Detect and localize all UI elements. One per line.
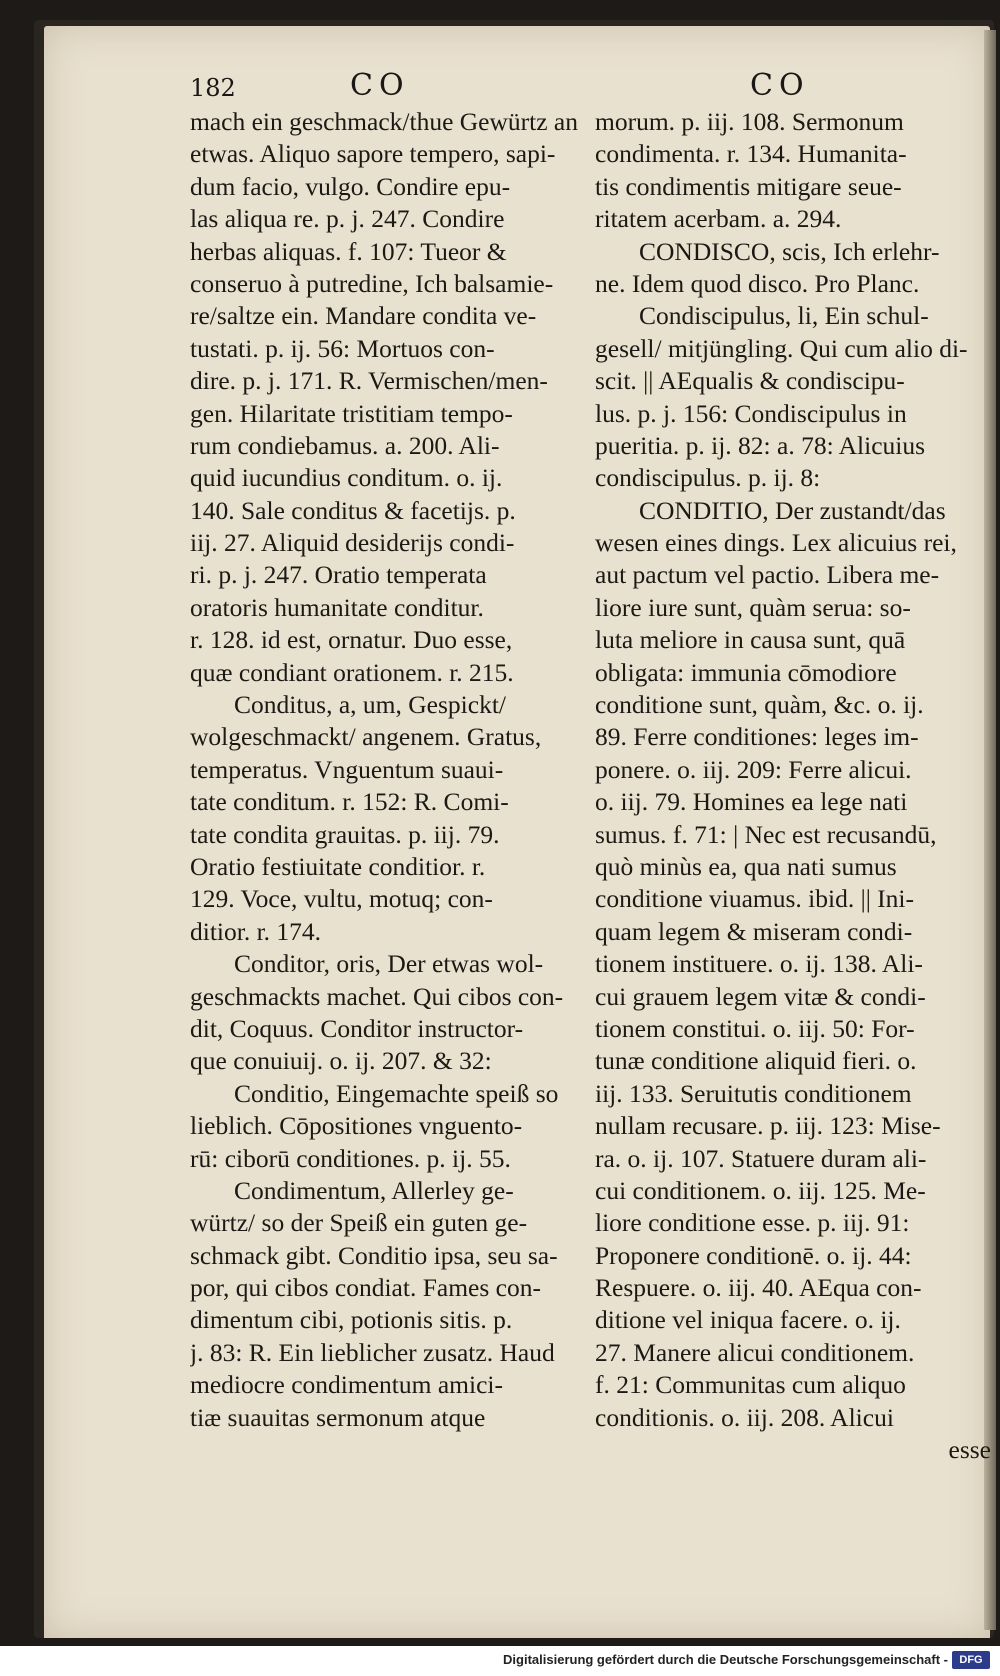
- text-line: dire. p. j. 171. R. Vermischen/men-: [190, 366, 548, 396]
- text-line: wolgeschmackt/ angenem. Gratus,: [190, 722, 542, 752]
- page-number: 182: [190, 74, 236, 102]
- text-line: condiscipulus. p. ij. 8:: [595, 463, 821, 493]
- text-line: dimentum cibi, potionis sitis. p.: [190, 1305, 513, 1335]
- text-line: temperatus. Vnguentum suaui-: [190, 754, 504, 784]
- text-line: 89. Ferre conditiones: leges im-: [595, 722, 919, 752]
- text-line: mach ein geschmack/thue Gewürtz an: [190, 107, 579, 136]
- funding-credit: Digitalisierung gefördert durch die Deutsche Forschungsgemeinschaft -: [503, 1652, 948, 1667]
- text-line: rū: ciborū conditiones. p. ij. 55.: [190, 1143, 511, 1173]
- text-line: tate conditum. r. 152: R. Comi-: [190, 787, 509, 817]
- text-line: iij. 27. Aliquid desiderijs condi-: [190, 528, 515, 558]
- text-line: conditione sunt, quàm, &c. o. ij.: [595, 690, 924, 720]
- text-line: quam legem & miseram condi-: [595, 916, 913, 946]
- text-line: quid iucundius conditum. o. ij.: [190, 463, 503, 493]
- text-line: tate condita grauitas. p. iij. 79.: [190, 819, 500, 849]
- text-line: tustati. p. ij. 56: Mortuos con-: [190, 333, 495, 363]
- text-line: re/saltze ein. Mandare condita ve-: [190, 301, 537, 331]
- text-line: gesell/ mitjüngling. Qui cum alio di-: [595, 333, 968, 363]
- text-line: oratoris humanitate conditur.: [190, 592, 484, 622]
- text-line: conditione viuamus. ibid. || Ini-: [595, 884, 914, 914]
- text-line: r. 128. id est, ornatur. Duo esse,: [190, 625, 513, 655]
- text-line: dum facio, vulgo. Condire epu-: [190, 171, 511, 201]
- text-line: 27. Manere alicui conditionem.: [595, 1337, 915, 1367]
- text-line: tionem instituere. o. ij. 138. Ali-: [595, 949, 923, 979]
- text-line: Conditus, a, um, Gespickt/: [234, 690, 506, 720]
- text-line: luta meliore in causa sunt, quā: [595, 625, 906, 655]
- text-line: scit. || AEqualis & condiscipu-: [595, 366, 905, 396]
- text-line: que conuiuij. o. ij. 207. & 32:: [190, 1046, 492, 1076]
- text-line: aut pactum vel pactio. Libera me-: [595, 560, 940, 590]
- text-line: Conditor, oris, Der etwas wol-: [234, 949, 544, 979]
- right-heading: CO: [750, 68, 810, 103]
- text-line: conditionis. o. iij. 208. Alicui: [595, 1402, 894, 1432]
- text-line: quò minùs ea, qua nati sumus: [595, 851, 897, 881]
- text-line: Condimentum, Allerley ge-: [234, 1175, 514, 1205]
- text-line: ne. Idem quod disco. Pro Planc.: [595, 268, 920, 298]
- text-line: quæ condiant orationem. r. 215.: [190, 657, 514, 687]
- text-line: nullam recusare. p. iij. 123: Mise-: [595, 1111, 941, 1141]
- text-line: schmack gibt. Conditio ipsa, seu sa-: [190, 1240, 558, 1270]
- text-line: tis condimentis mitigare seue-: [595, 171, 902, 201]
- text-line: por, qui cibos condiat. Fames con-: [190, 1273, 541, 1303]
- text-line: condimenta. r. 134. Humanita-: [595, 139, 907, 169]
- text-line: dit, Coquus. Conditor instructor-: [190, 1013, 524, 1043]
- dfg-logo-icon: DFG: [952, 1651, 990, 1669]
- text-line: liore conditione esse. p. iij. 91:: [595, 1208, 910, 1238]
- text-line: Condiscipulus, li, Ein schul-: [639, 301, 929, 331]
- left-heading: CO: [350, 68, 410, 103]
- text-line: ritatem acerbam. a. 294.: [595, 204, 842, 234]
- text-line: cui grauem legem vitæ & condi-: [595, 981, 926, 1011]
- text-line: Conditio, Eingemachte speiß so: [234, 1078, 559, 1108]
- text-line: conseruo à putredine, Ich balsamie-: [190, 268, 554, 298]
- text-line: geschmackts machet. Qui cibos con-: [190, 981, 564, 1011]
- text-line: etwas. Aliquo sapore tempero, sapi-: [190, 139, 556, 169]
- text-line: Proponere conditionē. o. ij. 44:: [595, 1240, 912, 1270]
- text-line: ditior. r. 174.: [190, 916, 322, 946]
- text-line: CONDITIO, Der zustandt/das: [639, 495, 946, 525]
- text-line: cui conditionem. o. iij. 125. Me-: [595, 1175, 926, 1205]
- footer-bar: [0, 1646, 1000, 1676]
- text-line: esse: [948, 1435, 991, 1465]
- text-line: würtz/ so der Speiß ein guten ge-: [190, 1208, 528, 1238]
- text-line: pueritia. p. ij. 82: a. 78: Alicuius: [595, 430, 926, 460]
- text-line: CONDISCO, scis, Ich erlehr-: [639, 236, 940, 266]
- text-line: ditione vel iniqua facere. o. ij.: [595, 1305, 901, 1335]
- text-line: ponere. o. iij. 209: Ferre alicui.: [595, 754, 912, 784]
- text-line: herbas aliquas. f. 107: Tueor &: [190, 236, 507, 266]
- text-line: ra. o. ij. 107. Statuere duram ali-: [595, 1143, 927, 1173]
- text-line: Respuere. o. iij. 40. AEqua con-: [595, 1273, 922, 1303]
- right-column: [595, 106, 991, 1466]
- text-line: sumus. f. 71: | Nec est recusandū,: [595, 819, 937, 849]
- text-line: tunæ conditione aliquid fieri. o.: [595, 1046, 917, 1076]
- text-line: morum. p. iij. 108. Sermonum: [595, 107, 904, 136]
- text-line: wesen eines dings. Lex alicuius rei,: [595, 528, 957, 558]
- text-line: ri. p. j. 247. Oratio temperata: [190, 560, 487, 590]
- text-line: rum condiebamus. a. 200. Ali-: [190, 430, 500, 460]
- text-line: 140. Sale conditus & facetijs. p.: [190, 495, 516, 525]
- text-line: o. iij. 79. Homines ea lege nati: [595, 787, 908, 817]
- text-line: lieblich. Cōpositiones vnguento-: [190, 1111, 523, 1141]
- text-line: gen. Hilaritate tristitiam tempo-: [190, 398, 513, 428]
- text-line: obligata: immunia cōmodiore: [595, 657, 897, 687]
- text-line: iij. 133. Seruitutis conditionem: [595, 1078, 912, 1108]
- text-line: mediocre condimentum amici-: [190, 1370, 503, 1400]
- text-line: f. 21: Communitas cum aliquo: [595, 1370, 906, 1400]
- text-line: Oratio festiuitate conditior. r.: [190, 851, 486, 881]
- text-line: 129. Voce, vultu, motuq; con-: [190, 884, 493, 914]
- text-line: tionem constitui. o. iij. 50: For-: [595, 1013, 915, 1043]
- left-column: [190, 106, 580, 1434]
- text-line: tiæ suauitas sermonum atque: [190, 1402, 486, 1432]
- text-line: las aliqua re. p. j. 247. Condire: [190, 204, 505, 234]
- text-line: liore iure sunt, quàm serua: so-: [595, 592, 911, 622]
- text-line: lus. p. j. 156: Condiscipulus in: [595, 398, 907, 428]
- text-line: j. 83: R. Ein lieblicher zusatz. Haud: [190, 1337, 555, 1367]
